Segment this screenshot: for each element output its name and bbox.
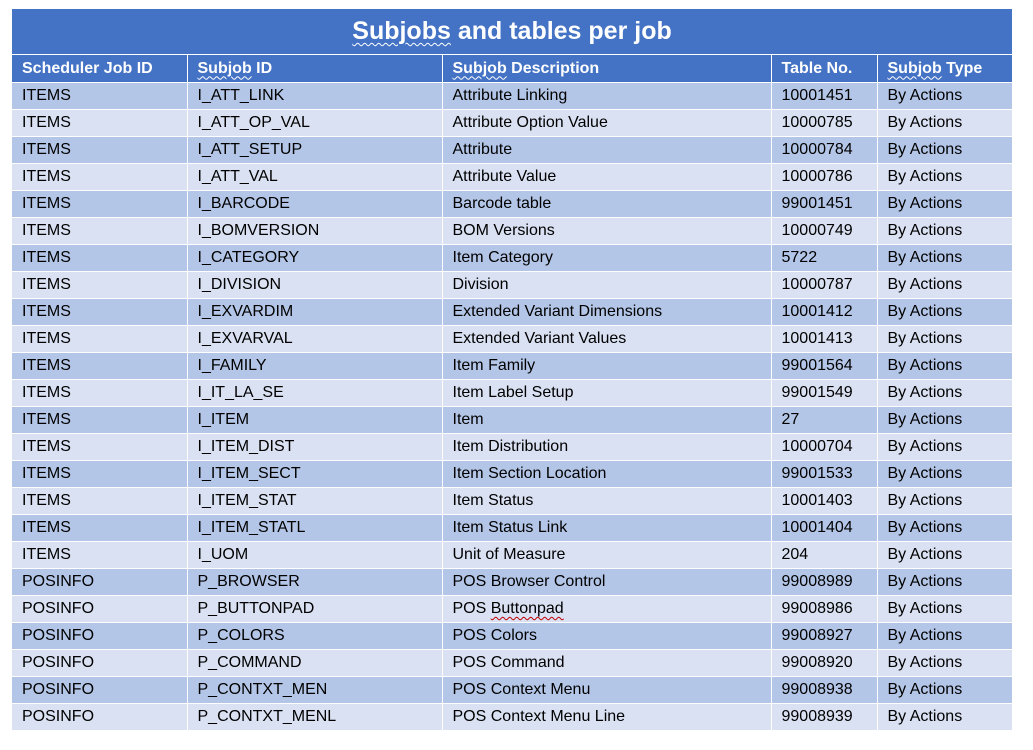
subjob-id-cell[interactable]: I_FAMILY [187,353,442,380]
table-no-cell[interactable]: 99008938 [771,677,877,704]
subjob-type-cell[interactable]: By Actions [877,434,1012,461]
table-row [12,191,1012,218]
subjob-id-cell[interactable]: I_ATT_VAL [187,164,442,191]
scheduler-job-id-cell[interactable]: ITEMS [12,542,187,569]
table-no-cell[interactable]: 10001403 [771,488,877,515]
scheduler-job-id-cell[interactable]: ITEMS [12,299,187,326]
table-row [12,299,1012,326]
table-no-cell[interactable]: 10000749 [771,218,877,245]
scheduler-job-id-cell[interactable]: POSINFO [12,623,187,650]
title-row [12,9,1012,55]
subjob-description-cell[interactable]: Attribute Option Value [442,110,771,137]
table-row [12,488,1012,515]
scheduler-job-id-cell[interactable]: ITEMS [12,137,187,164]
table-row [12,326,1012,353]
subjob-description-cell[interactable]: Item Label Setup [442,380,771,407]
subjob-id-cell[interactable]: I_CATEGORY [187,245,442,272]
table-row [12,218,1012,245]
table-no-cell[interactable]: 99001564 [771,353,877,380]
subjob-id-cell[interactable]: P_CONTXT_MENL [187,704,442,731]
table-no-cell[interactable]: 99008939 [771,704,877,731]
table-row [12,137,1012,164]
table-no-cell[interactable]: 10001404 [771,515,877,542]
subjob-description-cell[interactable]: Item Section Location [442,461,771,488]
subjob-type-cell[interactable]: By Actions [877,245,1012,272]
scheduler-job-id-cell[interactable]: ITEMS [12,380,187,407]
scheduler-job-id-cell[interactable]: ITEMS [12,461,187,488]
table-row [12,515,1012,542]
subjob-type-cell[interactable]: By Actions [877,704,1012,731]
subjob-id-cell[interactable]: P_BROWSER [187,569,442,596]
subjob-type-cell[interactable]: By Actions [877,137,1012,164]
subjob-description-cell[interactable]: Barcode table [442,191,771,218]
subjob-type-cell[interactable]: By Actions [877,191,1012,218]
subjob-type-cell[interactable]: By Actions [877,272,1012,299]
scheduler-job-id-cell[interactable]: POSINFO [12,569,187,596]
table-row [12,110,1012,137]
table-no-cell[interactable]: 5722 [771,245,877,272]
subjob-id-cell[interactable]: I_ATT_SETUP [187,137,442,164]
table-no-cell[interactable]: 10001451 [771,83,877,110]
subjob-id-cell[interactable]: I_ITEM_DIST [187,434,442,461]
table-title-cell[interactable] [12,9,1012,55]
subjob-description-cell[interactable]: POS Browser Control [442,569,771,596]
subjob-type-cell[interactable]: By Actions [877,623,1012,650]
subjob-description-cell[interactable]: POS Context Menu Line [442,704,771,731]
header-subjob-type[interactable]: Subjob Type [877,55,1012,83]
table-row [12,407,1012,434]
subjob-id-cell[interactable]: I_ATT_OP_VAL [187,110,442,137]
table-row [12,380,1012,407]
table-no-cell[interactable]: 99008986 [771,596,877,623]
subjob-description-cell[interactable]: Division [442,272,771,299]
scheduler-job-id-cell[interactable]: ITEMS [12,353,187,380]
subjob-description-cell[interactable]: POS Colors [442,623,771,650]
subjob-id-cell[interactable]: I_BOMVERSION [187,218,442,245]
subjob-type-cell[interactable]: By Actions [877,164,1012,191]
header-subjob-id[interactable]: Subjob ID [187,55,442,83]
table-no-cell[interactable]: 10000784 [771,137,877,164]
subjob-id-cell[interactable]: I_DIVISION [187,272,442,299]
subjob-id-cell[interactable]: P_COMMAND [187,650,442,677]
subjob-description-cell[interactable]: Unit of Measure [442,542,771,569]
scheduler-job-id-cell[interactable]: ITEMS [12,245,187,272]
subjob-type-cell[interactable]: By Actions [877,326,1012,353]
subjob-id-cell[interactable]: I_ATT_LINK [187,83,442,110]
subjob-type-cell[interactable]: By Actions [877,218,1012,245]
table-row [12,569,1012,596]
subjob-type-cell[interactable]: By Actions [877,461,1012,488]
scheduler-job-id-cell[interactable]: ITEMS [12,434,187,461]
subjob-type-cell[interactable]: By Actions [877,380,1012,407]
table-no-cell[interactable]: 99001549 [771,380,877,407]
subjob-id-cell[interactable]: P_COLORS [187,623,442,650]
subjob-type-cell[interactable]: By Actions [877,299,1012,326]
scheduler-job-id-cell[interactable]: ITEMS [12,488,187,515]
subjob-id-cell[interactable]: I_BARCODE [187,191,442,218]
scheduler-job-id-cell[interactable]: POSINFO [12,596,187,623]
subjobs-table [12,9,1012,730]
table-no-cell[interactable]: 99008927 [771,623,877,650]
spreadsheet-area [12,9,1012,730]
header-scheduler-job-id[interactable]: Scheduler Job ID [12,55,187,83]
table-no-cell[interactable]: 10000704 [771,434,877,461]
table-no-cell[interactable]: 10000786 [771,164,877,191]
header-row [12,55,1012,83]
table-row [12,164,1012,191]
table-no-cell[interactable]: 204 [771,542,877,569]
scheduler-job-id-cell[interactable]: ITEMS [12,272,187,299]
subjob-description-cell[interactable]: BOM Versions [442,218,771,245]
table-row [12,623,1012,650]
subjob-type-cell[interactable]: By Actions [877,569,1012,596]
subjob-description-cell[interactable]: Attribute [442,137,771,164]
table-row [12,650,1012,677]
table-no-cell[interactable]: 27 [771,407,877,434]
table-no-cell[interactable]: 99001533 [771,461,877,488]
subjob-type-cell[interactable]: By Actions [877,596,1012,623]
subjob-id-cell[interactable]: P_BUTTONPAD [187,596,442,623]
subjob-type-cell[interactable]: By Actions [877,542,1012,569]
table-body [12,83,1012,731]
subjob-type-cell[interactable]: By Actions [877,488,1012,515]
table-title: Subjobs and tables per job [352,17,672,45]
subjob-type-cell[interactable]: By Actions [877,677,1012,704]
subjob-type-cell[interactable]: By Actions [877,650,1012,677]
table-row [12,677,1012,704]
scheduler-job-id-cell[interactable]: ITEMS [12,407,187,434]
table-row [12,245,1012,272]
scheduler-job-id-cell[interactable]: ITEMS [12,191,187,218]
table-no-cell[interactable]: 10000787 [771,272,877,299]
scheduler-job-id-cell[interactable]: ITEMS [12,515,187,542]
header-subjob-description[interactable]: Subjob Description [442,55,771,83]
table-no-cell[interactable]: 99001451 [771,191,877,218]
table-row [12,542,1012,569]
scheduler-job-id-cell[interactable]: ITEMS [12,83,187,110]
table-no-cell[interactable]: 99008989 [771,569,877,596]
scheduler-job-id-cell[interactable]: POSINFO [12,650,187,677]
subjob-type-cell[interactable]: By Actions [877,110,1012,137]
table-no-cell[interactable]: 10001413 [771,326,877,353]
subjob-id-cell[interactable]: I_IT_LA_SE [187,380,442,407]
table-row [12,83,1012,110]
scheduler-job-id-cell[interactable]: ITEMS [12,110,187,137]
subjob-id-cell[interactable]: I_ITEM_STATL [187,515,442,542]
subjob-id-cell[interactable]: I_EXVARVAL [187,326,442,353]
subjob-description-cell[interactable]: Item Distribution [442,434,771,461]
table-row [12,272,1012,299]
scheduler-job-id-cell[interactable]: ITEMS [12,218,187,245]
table-row [12,704,1012,731]
scheduler-job-id-cell[interactable]: ITEMS [12,326,187,353]
table-row [12,434,1012,461]
table-row [12,461,1012,488]
subjob-description-cell[interactable]: Extended Variant Values [442,326,771,353]
subjob-type-cell[interactable]: By Actions [877,83,1012,110]
scheduler-job-id-cell[interactable]: POSINFO [12,677,187,704]
subjob-type-cell[interactable]: By Actions [877,515,1012,542]
scheduler-job-id-cell[interactable]: ITEMS [12,164,187,191]
subjob-description-cell[interactable]: POS Context Menu [442,677,771,704]
subjob-id-cell[interactable]: I_UOM [187,542,442,569]
table-no-cell[interactable]: 99008920 [771,650,877,677]
header-table-no[interactable]: Table No. [771,55,877,83]
subjob-description-cell[interactable]: Item Category [442,245,771,272]
table-row [12,596,1012,623]
subjob-description-cell[interactable]: Item Status [442,488,771,515]
subjob-description-cell[interactable]: Item Status Link [442,515,771,542]
subjob-description-cell[interactable]: Item Family [442,353,771,380]
subjob-description-cell[interactable]: Attribute Linking [442,83,771,110]
subjob-id-cell[interactable]: I_EXVARDIM [187,299,442,326]
table-no-cell[interactable]: 10001412 [771,299,877,326]
table-row [12,353,1012,380]
subjob-description-cell[interactable]: Extended Variant Dimensions [442,299,771,326]
subjob-description-cell[interactable]: Item [442,407,771,434]
subjob-id-cell[interactable]: I_ITEM_STAT [187,488,442,515]
subjob-type-cell[interactable]: By Actions [877,407,1012,434]
table-no-cell[interactable]: 10000785 [771,110,877,137]
subjob-id-cell[interactable]: P_CONTXT_MEN [187,677,442,704]
subjob-description-cell[interactable]: Attribute Value [442,164,771,191]
subjob-id-cell[interactable]: I_ITEM [187,407,442,434]
subjob-description-cell[interactable]: POS Buttonpad [442,596,771,623]
subjob-id-cell[interactable]: I_ITEM_SECT [187,461,442,488]
subjob-description-cell[interactable]: POS Command [442,650,771,677]
subjob-type-cell[interactable]: By Actions [877,353,1012,380]
scheduler-job-id-cell[interactable]: POSINFO [12,704,187,731]
